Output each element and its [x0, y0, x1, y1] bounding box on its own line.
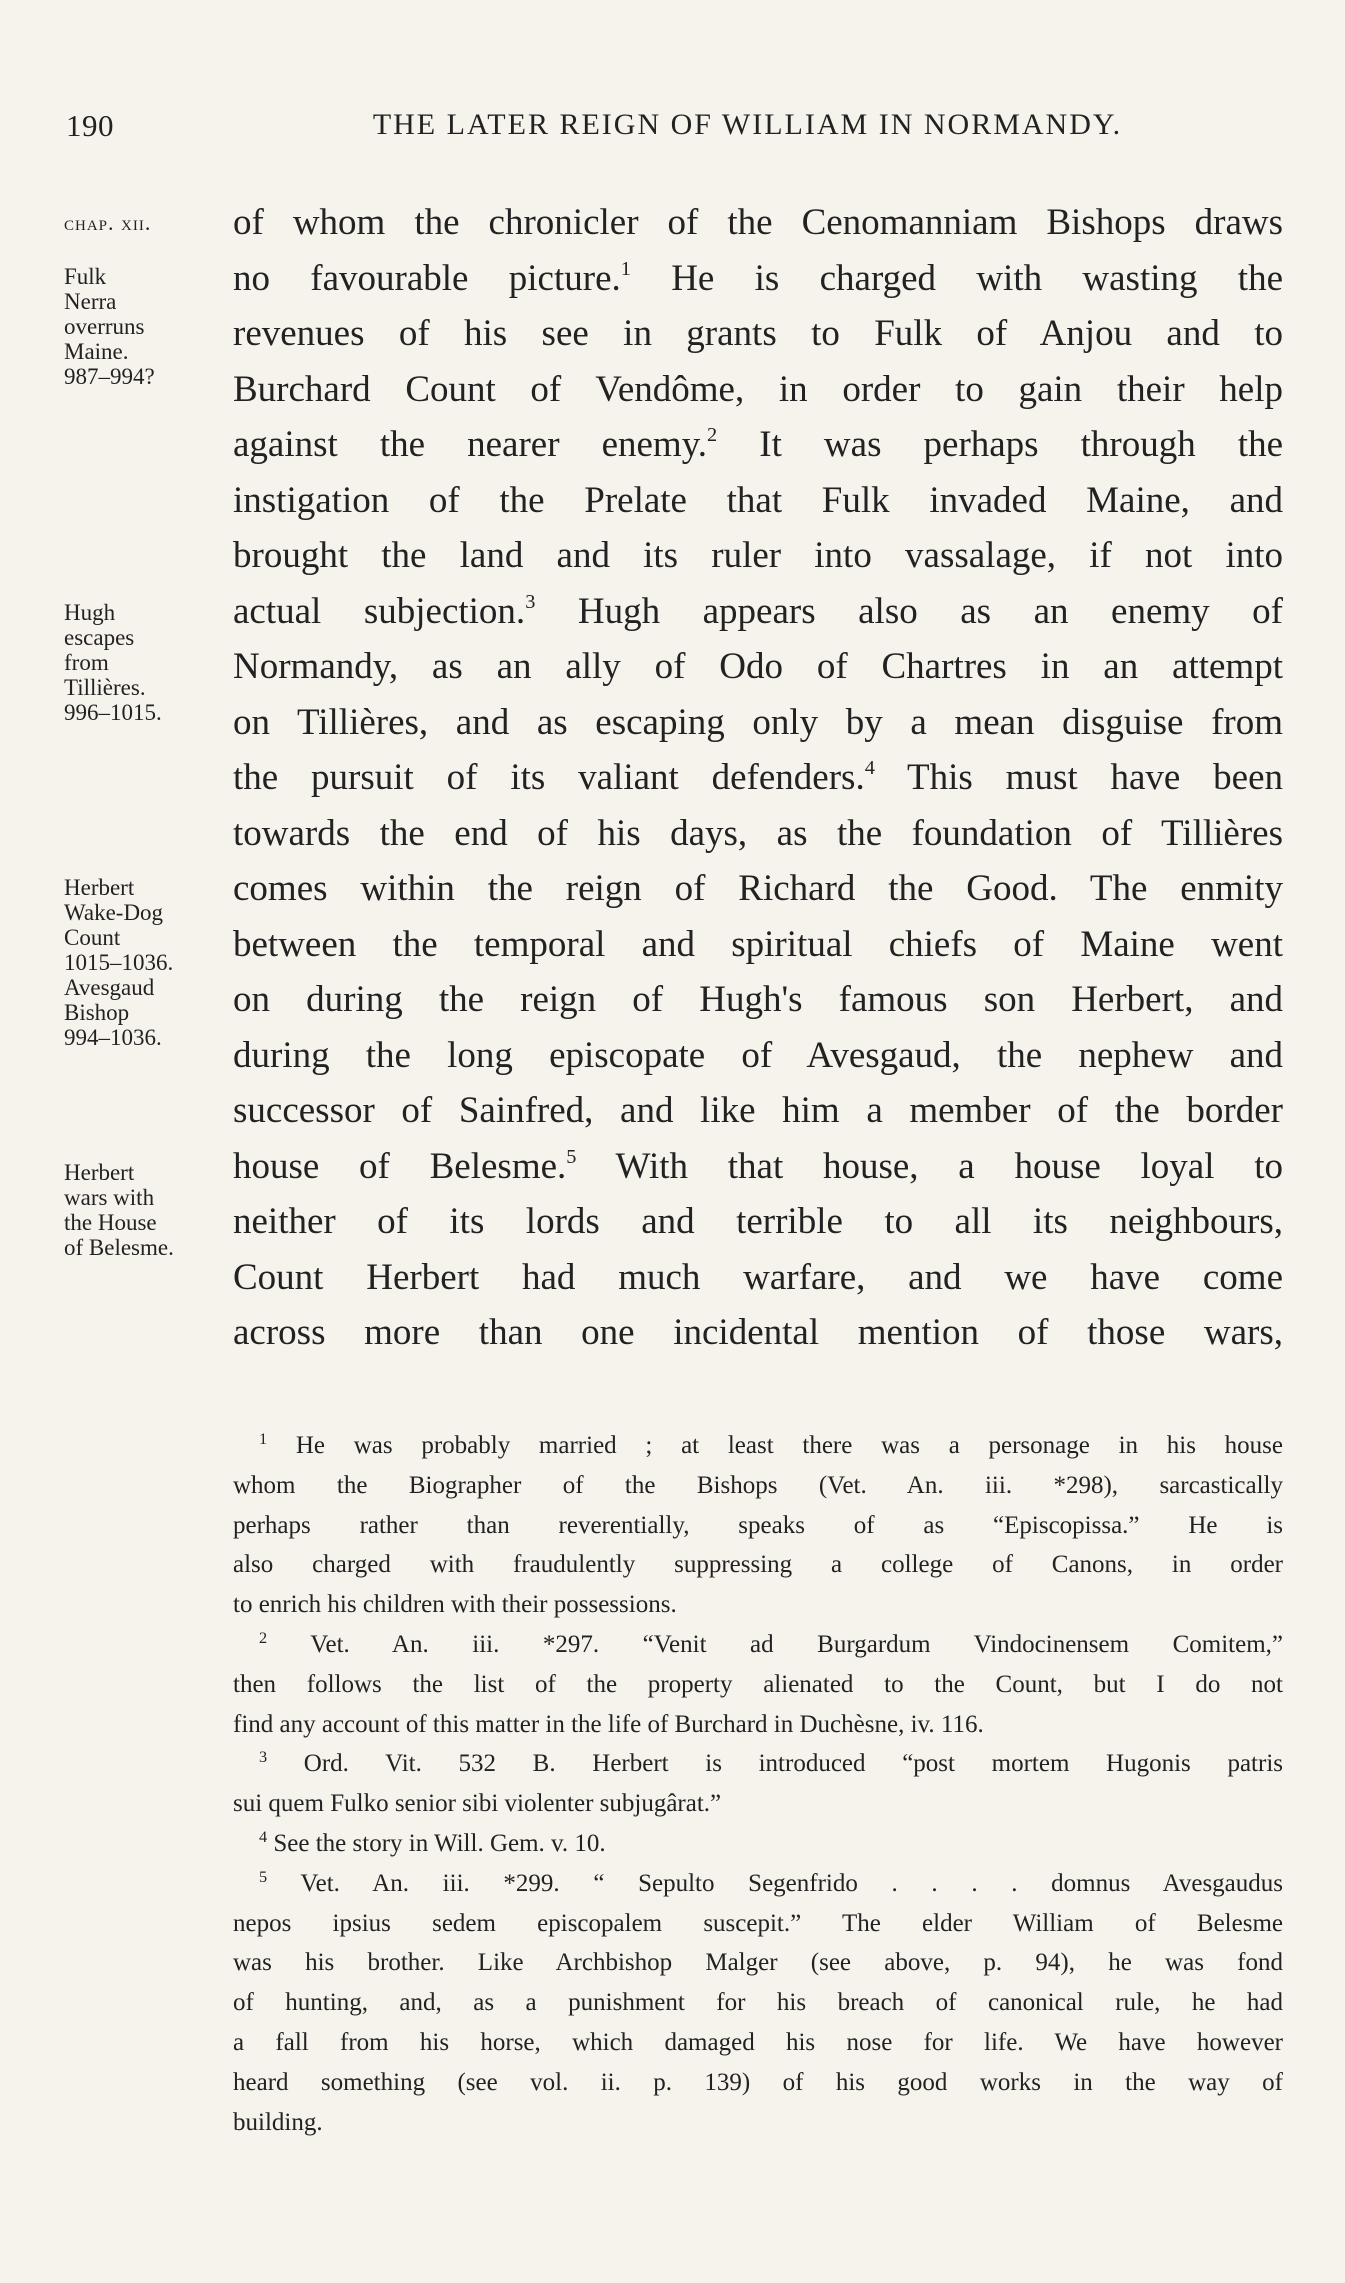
text-line-content: during the long episcopate of Avesgaud, the nephew and [233, 1034, 1283, 1076]
footnote-text: sui quem Fulko senior sibi violenter subjugârat.” [233, 1790, 722, 1818]
margin-note-line: Bishop [64, 1000, 130, 1025]
margin-note-line: overruns [64, 314, 145, 339]
margin-note-line: Hugh [64, 600, 116, 625]
text-line-content: Normandy, as an ally of Odo of Chartres in an attempt [233, 646, 1283, 687]
footnote-line [233, 1943, 1283, 1983]
margin-note-line: 1015–1036. [64, 950, 174, 975]
text-line-content: This must have been [874, 757, 1283, 798]
text-line-content: neither of its lords and terrible to all its neighbours, [233, 1201, 1283, 1242]
margin-note-line: Avesgaud [64, 975, 155, 1000]
text-line-content: towards the end of his days, as the foundation of Tillières [233, 812, 1283, 854]
text-line-content: of whom the chronicler of the Cenomanniam Bishops draws [233, 202, 1283, 243]
footnote-ref[interactable]: 4 [864, 756, 875, 779]
text-line-content: He is charged with wasting the [630, 257, 1283, 299]
margin-note-hugh [64, 600, 224, 725]
text-line-content: revenues of his see in grants to Fulk of Anjou and to [233, 313, 1283, 354]
text-line-content: actual subjection. [233, 590, 526, 632]
footnote-text: Vet. An. iii. *297. “Venit ad Burgardum Vindocinensem Comitem,” [267, 1630, 1283, 1658]
text-line [233, 1028, 1283, 1084]
text-line [233, 251, 1283, 307]
footnotes [233, 1426, 1283, 2142]
text-line-content: no favourable picture. [233, 257, 621, 299]
text-line [233, 584, 1283, 640]
footnote-line [233, 1665, 1283, 1705]
margin-note-line: Nerra [64, 289, 117, 314]
footnote-line [233, 1983, 1283, 2023]
margin-note-chapter [64, 210, 224, 235]
footnote-ref[interactable]: 1 [620, 257, 631, 280]
text-line [233, 362, 1283, 418]
footnote-ref[interactable]: 5 [566, 1145, 577, 1168]
text-line [233, 1083, 1283, 1139]
text-line [233, 861, 1283, 917]
footnote-text: a fall from his horse, which damaged his nose for life. We have however [233, 2028, 1283, 2056]
text-line-content: on Tillières, and as escaping only by a mean disguise from [233, 701, 1283, 743]
footnote-text: Vet. An. iii. *299. “ Sepulto Segenfrido . . . . domnus Avesgaudus [267, 1869, 1283, 1897]
text-line [233, 1250, 1283, 1306]
footnote-line [233, 1466, 1283, 1506]
footnote-number: 5 [259, 1867, 268, 1886]
running-head [0, 108, 1345, 142]
text-line-content: Count Herbert had much warfare, and we have come [233, 1256, 1283, 1298]
text-line [233, 695, 1283, 751]
margin-note-line: Count [64, 925, 121, 950]
footnote-line [233, 1824, 1283, 1864]
main-text [233, 195, 1283, 1361]
footnote-text: of hunting, and, as a punishment for his breach of canonical rule, he had [233, 1989, 1283, 2017]
footnote-ref[interactable]: 2 [707, 423, 718, 446]
text-line-content: With that house, a house loyal to [576, 1145, 1284, 1187]
footnote-line [233, 1744, 1283, 1784]
footnote-line [233, 2103, 1283, 2143]
text-line [233, 806, 1283, 862]
text-line-content: between the temporal and spiritual chiefs of Maine went [233, 923, 1283, 965]
text-line-content: successor of Sainfred, and like him a member of the border [233, 1090, 1283, 1131]
text-line-content: across more than one incidental mention of those wars, [233, 1312, 1283, 1353]
footnote-text: then follows the list of the property alienated to the Count, but I do not [233, 1670, 1283, 1698]
text-line-content: Burchard Count of Vendôme, in order to gain their help [233, 368, 1283, 410]
text-line [233, 639, 1283, 695]
text-line [233, 1139, 1283, 1195]
footnote-line [233, 1506, 1283, 1546]
footnote-number: 3 [259, 1748, 268, 1767]
text-line [233, 1305, 1283, 1361]
footnote-line [233, 1705, 1283, 1745]
text-line [233, 750, 1283, 806]
text-line-content: brought the land and its ruler into vassalage, if not into [233, 535, 1283, 576]
text-line-content: house of Belesme. [233, 1145, 567, 1187]
footnote-line [233, 1625, 1283, 1665]
margin-note-line: 987–994? [64, 364, 155, 389]
text-line [233, 528, 1283, 584]
footnote-line [233, 1426, 1283, 1466]
footnote-text: perhaps rather than reverentially, speaks of as “Episcopissa.” He is [233, 1511, 1283, 1539]
footnote-line [233, 1545, 1283, 1585]
footnote-line [233, 1904, 1283, 1944]
text-line [233, 195, 1283, 251]
margin-note-line: Maine. [64, 339, 129, 364]
text-line-content: It was perhaps through the [717, 424, 1283, 465]
footnote-text: nepos ipsius sedem episcopalem suscepit.” The elder William of Belesme [233, 1909, 1283, 1937]
footnote-text: Ord. Vit. 532 B. Herbert is introduced “post mortem Hugonis patris [267, 1750, 1283, 1778]
footnote-text: whom the Biographer of the Bishops (Vet. An. iii. *298), sarcastically [233, 1471, 1283, 1499]
margin-note-line: Fulk [64, 264, 107, 289]
footnote-number: 4 [259, 1828, 268, 1847]
footnote-ref[interactable]: 3 [525, 590, 536, 613]
margin-note-line: of Belesme. [64, 1235, 174, 1260]
text-line-content: against the nearer enemy. [233, 424, 708, 465]
footnote-number: 1 [259, 1430, 268, 1449]
margin-note-line: escapes [64, 625, 135, 650]
footnote-line [233, 1864, 1283, 1904]
footnote-text: heard something (see vol. ii. p. 139) of his good works in the way of [233, 2068, 1283, 2096]
margin-note-line: the House [64, 1210, 157, 1235]
running-head-text: THE LATER REIGN OF WILLIAM IN NORMANDY. [372, 108, 1123, 141]
margin-note-line: from [64, 650, 109, 675]
margin-note-line: 994–1036. [64, 1025, 162, 1050]
margin-note-line: Herbert [64, 875, 135, 900]
text-line-content: instigation of the Prelate that Fulk invaded Maine, and [233, 479, 1283, 521]
footnote-number: 2 [259, 1629, 268, 1648]
margin-note-herbert [64, 875, 224, 1050]
footnote-line [233, 1585, 1283, 1625]
text-line [233, 972, 1283, 1028]
footnote-line [233, 2063, 1283, 2103]
margin-note-line: Wake-Dog [64, 900, 164, 925]
footnote-line [233, 2023, 1283, 2063]
footnote-text: also charged with fraudulently suppressing a college of Canons, in order [233, 1551, 1283, 1579]
margin-note-line: chap. xii. [64, 210, 152, 235]
footnote-text: find any account of this matter in the life of Burchard in Duchèsne, iv. 116. [233, 1710, 984, 1738]
margin-note-fulk [64, 264, 224, 389]
footnote-text: building. [233, 2108, 323, 2136]
text-line-content: comes within the reign of Richard the Good. The enmity [233, 868, 1283, 909]
margin-note-line: Tillières. [64, 675, 146, 700]
text-line [233, 306, 1283, 362]
text-line-content: Hugh appears also as an enemy of [535, 590, 1283, 632]
margin-note-line: wars with [64, 1185, 155, 1210]
margin-note-herbert-wars [64, 1160, 224, 1260]
footnote-line [233, 1784, 1283, 1824]
text-line [233, 1194, 1283, 1250]
text-line [233, 917, 1283, 973]
margin-note-line: 996–1015. [64, 700, 162, 725]
footnote-text: to enrich his children with their possessions. [233, 1591, 677, 1619]
text-line-content: the pursuit of its valiant defenders. [233, 757, 865, 798]
margin-note-line: Herbert [64, 1160, 135, 1185]
footnote-text: was his brother. Like Archbishop Malger (see above, p. 94), he was fond [233, 1949, 1283, 1977]
text-line [233, 473, 1283, 529]
text-line-content: on during the reign of Hugh's famous son Herbert, and [233, 979, 1283, 1020]
footnote-text: He was probably married ; at least there was a personage in his house [267, 1432, 1283, 1459]
footnote-text: See the story in Will. Gem. v. 10. [267, 1829, 606, 1857]
page-number: 190 [66, 108, 114, 143]
text-line [233, 417, 1283, 473]
